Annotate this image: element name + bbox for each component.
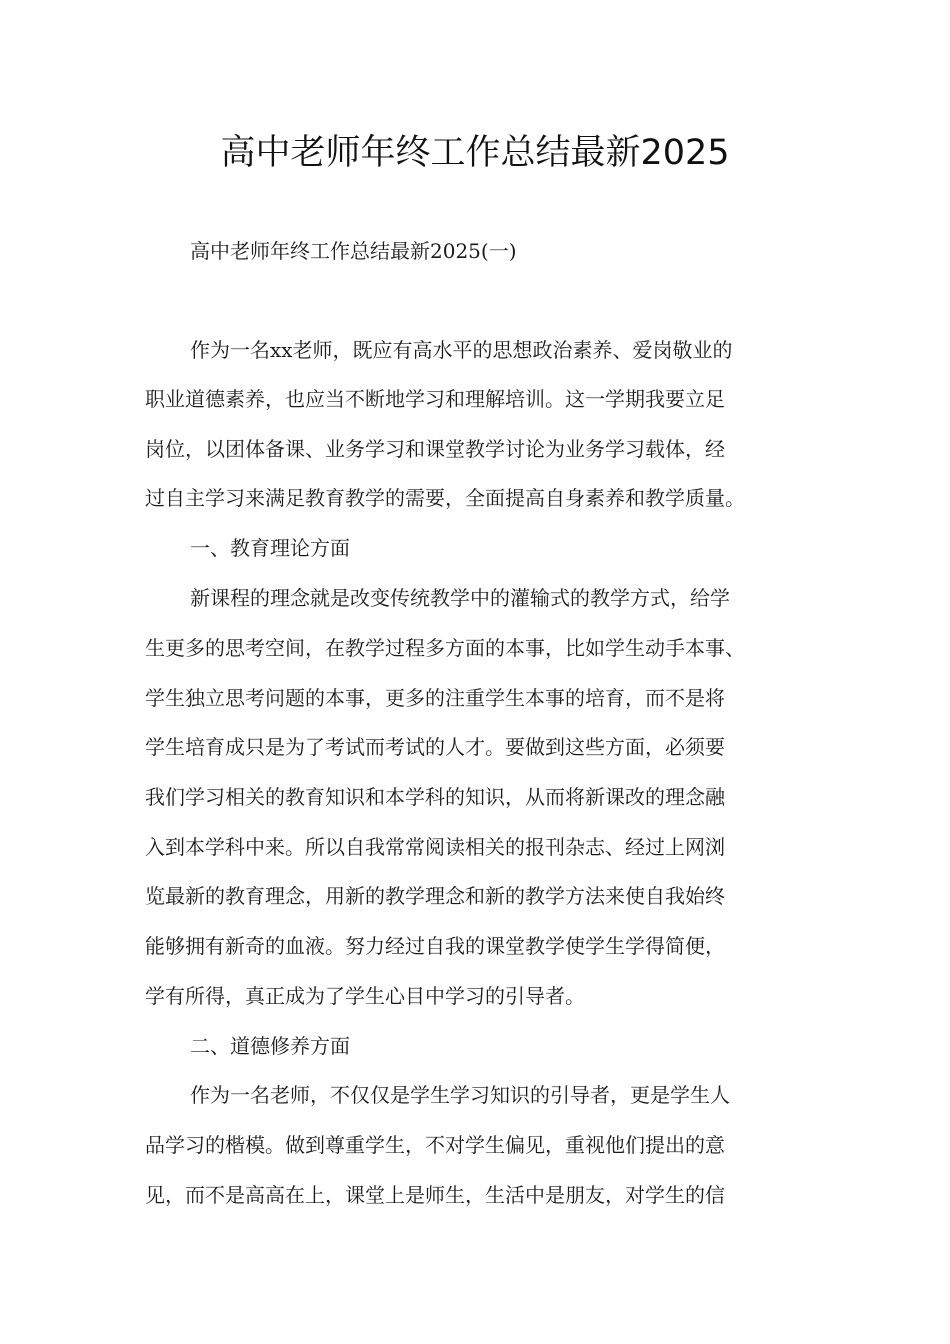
- body-line: 过自主学习来满足教育教学的需要，全面提高自身素养和教学质量。: [145, 486, 745, 510]
- body-line: 新课程的理念就是改变传统教学中的灌输式的教学方式，给学: [190, 586, 730, 610]
- body-line: 岗位，以团体备课、业务学习和课堂教学讨论为业务学习载体，经: [145, 437, 725, 461]
- body-line: 览最新的教育理念，用新的教学理念和新的教学方法来使自我始终: [145, 884, 725, 908]
- body-line: 作为一名老师，不仅仅是学生学习知识的引导者，更是学生人: [190, 1083, 730, 1107]
- body-line: 品学习的楷模。做到尊重学生，不对学生偏见，重视他们提出的意: [145, 1133, 725, 1157]
- body-line: 学生独立思考问题的本事，更多的注重学生本事的培育，而不是将: [145, 686, 725, 710]
- body-line: 作为一名xx老师，既应有高水平的思想政治素养、爱岗敬业的: [190, 338, 733, 362]
- body-line: 能够拥有新奇的血液。努力经过自我的课堂教学使学生学得简便，: [145, 934, 725, 958]
- body-line: 见，而不是高高在上，课堂上是师生，生活中是朋友，对学生的信: [145, 1183, 725, 1207]
- body-line: 职业道德素养，也应当不断地学习和理解培训。这一学期我要立足: [145, 387, 725, 411]
- body-line: 学生培育成只是为了考试而考试的人才。要做到这些方面，必须要: [145, 735, 725, 759]
- document-title: 高中老师年终工作总结最新2025: [220, 133, 730, 173]
- body-line: 我们学习相关的教育知识和本学科的知识，从而将新课改的理念融: [145, 785, 725, 809]
- body-line: 学有所得，真正成为了学生心目中学习的引导者。: [145, 984, 585, 1008]
- section-heading: 二、道德修养方面: [190, 1034, 350, 1058]
- section-heading: 一、教育理论方面: [190, 536, 350, 560]
- section-subtitle: 高中老师年终工作总结最新2025(一): [190, 239, 517, 263]
- body-line: 生更多的思考空间，在教学过程多方面的本事，比如学生动手本事、: [145, 636, 745, 660]
- body-line: 入到本学科中来。所以自我常常阅读相关的报刊杂志、经过上网浏: [145, 835, 725, 859]
